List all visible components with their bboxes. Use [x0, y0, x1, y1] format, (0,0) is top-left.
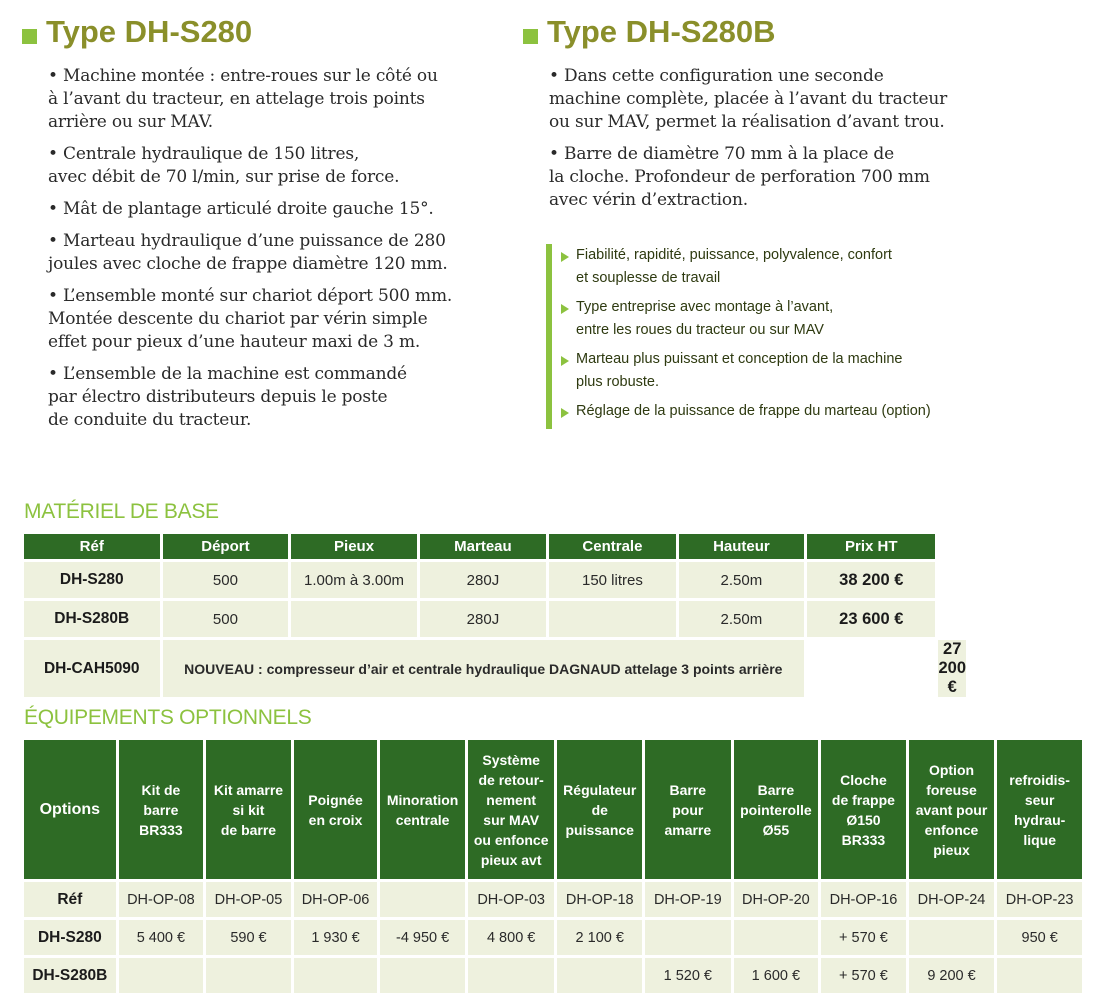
header-cell: Barre pour amarre [645, 740, 731, 879]
header-cell: Hauteur [679, 534, 804, 559]
table-cell [380, 958, 465, 993]
bullet-paragraph: • Marteau hydraulique d’une puissance de 280 joules avec cloche de frappe diamètre 120 mm. [48, 231, 448, 274]
header-cell: Barre pointerolle Ø55 [734, 740, 819, 879]
table-row [24, 640, 966, 697]
table-cell: DH-OP-19 [645, 882, 731, 917]
table-cell: DH-OP-16 [821, 882, 906, 917]
table-row [24, 882, 1082, 917]
table-cell: 150 litres [549, 562, 676, 598]
header-cell: Option foreuse avant pour enfonce pieux [909, 740, 995, 879]
table-cell: 1 520 € [645, 958, 731, 993]
header-cell: Régulateur de puissance [557, 740, 642, 879]
header-cell: Pieux [291, 534, 416, 559]
ref-cell: DH-S280B [24, 601, 160, 637]
ref-cell: DH-S280 [24, 562, 160, 598]
header-cell: Réf [24, 534, 160, 559]
header-cell: Marteau [420, 534, 546, 559]
header-cell: Prix HT [807, 534, 935, 559]
table-header-row [24, 534, 966, 559]
feature-item: Type entreprise avec montage à l’avant, entre les roues du tracteur ou sur MAV [561, 296, 986, 342]
table-cell [997, 958, 1082, 993]
bullet-paragraph: • Centrale hydraulique de 150 litres, avec débit de 70 l/min, sur prise de force. [48, 144, 400, 187]
header-cell: Cloche de frappe Ø150 BR333 [821, 740, 906, 879]
table-cell: DH-OP-23 [997, 882, 1082, 917]
header-cell: Kit amarre si kit de barre [206, 740, 291, 879]
table-cell [206, 958, 291, 993]
header-cell: Système de retour- nement sur MAV ou enfonce pieux avt [468, 740, 555, 879]
features-list [546, 244, 986, 429]
green-square-icon [523, 29, 538, 44]
table-cell: 2.50m [679, 601, 804, 637]
ref-cell: DH-CAH5090 [24, 640, 160, 697]
table-cell [294, 958, 378, 993]
header-cell: Kit de barre BR333 [119, 740, 204, 879]
table-cell: DH-OP-06 [294, 882, 378, 917]
table-cell [468, 958, 555, 993]
header-cell: Centrale [549, 534, 676, 559]
table-row [24, 601, 966, 637]
table-cell: + 570 € [821, 920, 906, 955]
feature-item: Réglage de la puissance de frappe du marteau (option) [561, 400, 986, 423]
left-bullets [22, 65, 492, 432]
table-cell [119, 958, 204, 993]
table-cell: + 570 € [821, 958, 906, 993]
table-cell: 1.00m à 3.00m [291, 562, 416, 598]
right-column [523, 14, 1063, 221]
price-cell: 38 200 € [807, 562, 935, 598]
left-column [22, 14, 492, 441]
options-header-row [24, 740, 1082, 879]
header-cell-options: Options [24, 740, 116, 879]
header-cell: refroidis- seur hydrau- lique [997, 740, 1082, 879]
bullet-paragraph: • Dans cette configuration une seconde machine complète, placée à l’avant du tracteur ou sur MAV, permet la réalisation d’avant trou. [549, 66, 948, 132]
section-title-options: ÉQUIPEMENTS OPTIONNELS [24, 706, 312, 729]
table-cell: 500 [163, 562, 289, 598]
table-cell: 5 400 € [119, 920, 204, 955]
table-cell: 590 € [206, 920, 291, 955]
table-cell [549, 601, 676, 637]
table-cell [734, 920, 819, 955]
table-cell [557, 958, 642, 993]
table-cell: DH-OP-24 [909, 882, 995, 917]
bullet-paragraph: • L’ensemble de la machine est commandé par électro distributeurs depuis le poste de conduite du tracteur. [48, 364, 407, 430]
ref-cell: DH-S280 [24, 920, 116, 955]
price-cell: 23 600 € [807, 601, 935, 637]
feature-item: Marteau plus puissant et conception de la machine plus robuste. [561, 348, 986, 394]
table-row [24, 920, 1082, 955]
table-cell: 2.50m [679, 562, 804, 598]
section-title-base: MATÉRIEL DE BASE [24, 500, 219, 523]
options-table [21, 737, 1085, 996]
table-cell: DH-OP-20 [734, 882, 819, 917]
table-cell: DH-OP-03 [468, 882, 555, 917]
table-cell: 1 930 € [294, 920, 378, 955]
feature-item: Fiabilité, rapidité, puissance, polyvalence, confort et souplesse de travail [561, 244, 986, 290]
type-title-dh-s280b: Type DH-S280B [523, 14, 1063, 50]
bullet-paragraph: • Barre de diamètre 70 mm à la place de la cloche. Profondeur de perforation 700 mm avec vérin d’extraction. [549, 144, 930, 210]
table-cell [380, 882, 465, 917]
table-cell: 280J [420, 601, 546, 637]
table-cell: 1 600 € [734, 958, 819, 993]
table-row [24, 958, 1082, 993]
table-cell: DH-OP-05 [206, 882, 291, 917]
base-equipment-table [21, 531, 969, 700]
table-cell: -4 950 € [380, 920, 465, 955]
ref-cell: DH-S280B [24, 958, 116, 993]
header-cell: Minoration centrale [380, 740, 465, 879]
table-cell: DH-OP-18 [557, 882, 642, 917]
table-cell [909, 920, 995, 955]
header-cell: Poignée en croix [294, 740, 378, 879]
table-cell: DH-OP-08 [119, 882, 204, 917]
bullet-paragraph: • Mât de plantage articulé droite gauche 15°. [48, 199, 434, 219]
table-row [24, 562, 966, 598]
ref-cell: Réf [24, 882, 116, 917]
bullet-paragraph: • L’ensemble monté sur chariot déport 500 mm. Montée descente du chariot par vérin simple effet pour pieux d’une hauteur maxi de 3 m. [48, 286, 453, 352]
table-cell: 9 200 € [909, 958, 995, 993]
nouveau-cell: NOUVEAU : compresseur d’air et centrale hydraulique DAGNAUD attelage 3 points arrière [163, 640, 805, 697]
table-cell [645, 920, 731, 955]
bullet-paragraph: • Machine montée : entre-roues sur le côté ou à l’avant du tracteur, en attelage trois points arrière ou sur MAV. [48, 66, 438, 132]
blank-cell [807, 640, 935, 697]
table-cell: 950 € [997, 920, 1082, 955]
table-cell: 280J [420, 562, 546, 598]
table-cell: 500 [163, 601, 289, 637]
price-cell: 27 200 € [938, 640, 966, 696]
table-cell: 2 100 € [557, 920, 642, 955]
right-bullets [523, 65, 1063, 212]
table-cell [291, 601, 416, 637]
green-square-icon [22, 29, 37, 44]
table-cell: 4 800 € [468, 920, 555, 955]
type-title-dh-s280: Type DH-S280 [22, 14, 492, 50]
header-cell: Déport [163, 534, 289, 559]
